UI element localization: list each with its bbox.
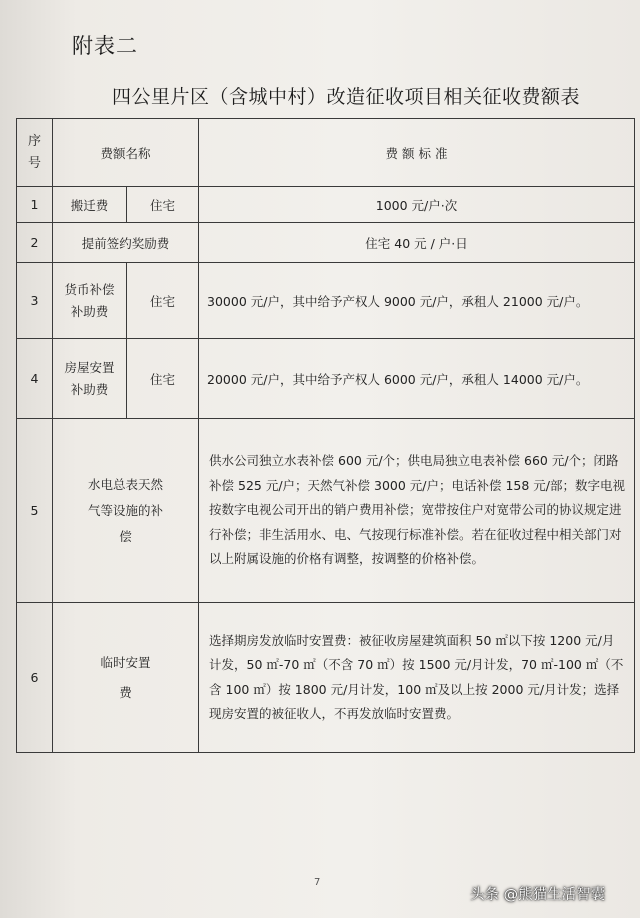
row-3-standard: 30000 元/户，其中给予产权人 9000 元/户，承租人 21000 元/户。 bbox=[199, 263, 635, 339]
header-standard: 费 额 标 准 bbox=[199, 119, 635, 187]
row-3-type: 住宅 bbox=[127, 263, 199, 339]
row-6-standard: 选择期房发放临时安置费：被征收房屋建筑面积 50 ㎡以下按 1200 元/月计发，50 ㎡-70 ㎡（不含 70 ㎡）按 1500 元/月计发，70 ㎡-100 ㎡（不含 100 ㎡）按 1800 元/月计发，100 ㎡及以上按 2000 元/月计发；选择现房安置的被征收人，不再发放临时安置费。 bbox=[199, 603, 635, 753]
row-4-type: 住宅 bbox=[127, 339, 199, 419]
row-4-standard: 20000 元/户，其中给予产权人 6000 元/户，承租人 14000 元/户。 bbox=[199, 339, 635, 419]
row-4-no: 4 bbox=[17, 339, 53, 419]
row-2-standard: 住宅 40 元 / 户·日 bbox=[199, 223, 635, 263]
row-5-name: 水电总表天然气等设施的补偿 bbox=[53, 419, 199, 603]
row-6-no: 6 bbox=[17, 603, 53, 753]
table-row bbox=[17, 339, 635, 419]
row-2-no: 2 bbox=[17, 223, 53, 263]
table-row bbox=[17, 263, 635, 339]
row-1-type: 住宅 bbox=[127, 187, 199, 223]
row-6-name: 临时安置费 bbox=[53, 603, 199, 753]
row-3-name: 货币补偿补助费 bbox=[53, 263, 127, 339]
row-5-no: 5 bbox=[17, 419, 53, 603]
header-name: 费额名称 bbox=[53, 119, 199, 187]
row-1-name: 搬迁费 bbox=[53, 187, 127, 223]
table-row bbox=[17, 187, 635, 223]
table-header-row bbox=[17, 119, 635, 187]
row-4-name: 房屋安置补助费 bbox=[53, 339, 127, 419]
page-number: 7 bbox=[314, 877, 321, 888]
row-2-name: 提前签约奖励费 bbox=[53, 223, 199, 263]
table-title: 四公里片区（含城中村）改造征收项目相关征收费额表 bbox=[112, 86, 581, 108]
row-1-no: 1 bbox=[17, 187, 53, 223]
table-row bbox=[17, 603, 635, 753]
header-no: 序号 bbox=[17, 119, 53, 187]
table-row bbox=[17, 223, 635, 263]
row-1-standard: 1000 元/户·次 bbox=[199, 187, 635, 223]
appendix-label: 附表二 bbox=[72, 34, 138, 58]
source-watermark: 头条 @熊猫生活智囊 bbox=[470, 887, 606, 903]
table-row bbox=[17, 419, 635, 603]
row-5-standard: 供水公司独立水表补偿 600 元/个；供电局独立电表补偿 660 元/个；闭路补偿 525 元/户；天然气补偿 3000 元/户；电话补偿 158 元/部；数字电视按数字电视公司开出的销户费用补偿；宽带按住户对宽带公司的协议规定进行补偿；非生活用水、电、气按现行标准补偿。若在征收过程中相关部门对以上附属设施的价格有调整，按调整的价格补偿。 bbox=[199, 419, 635, 603]
fee-table bbox=[16, 118, 635, 753]
row-3-no: 3 bbox=[17, 263, 53, 339]
